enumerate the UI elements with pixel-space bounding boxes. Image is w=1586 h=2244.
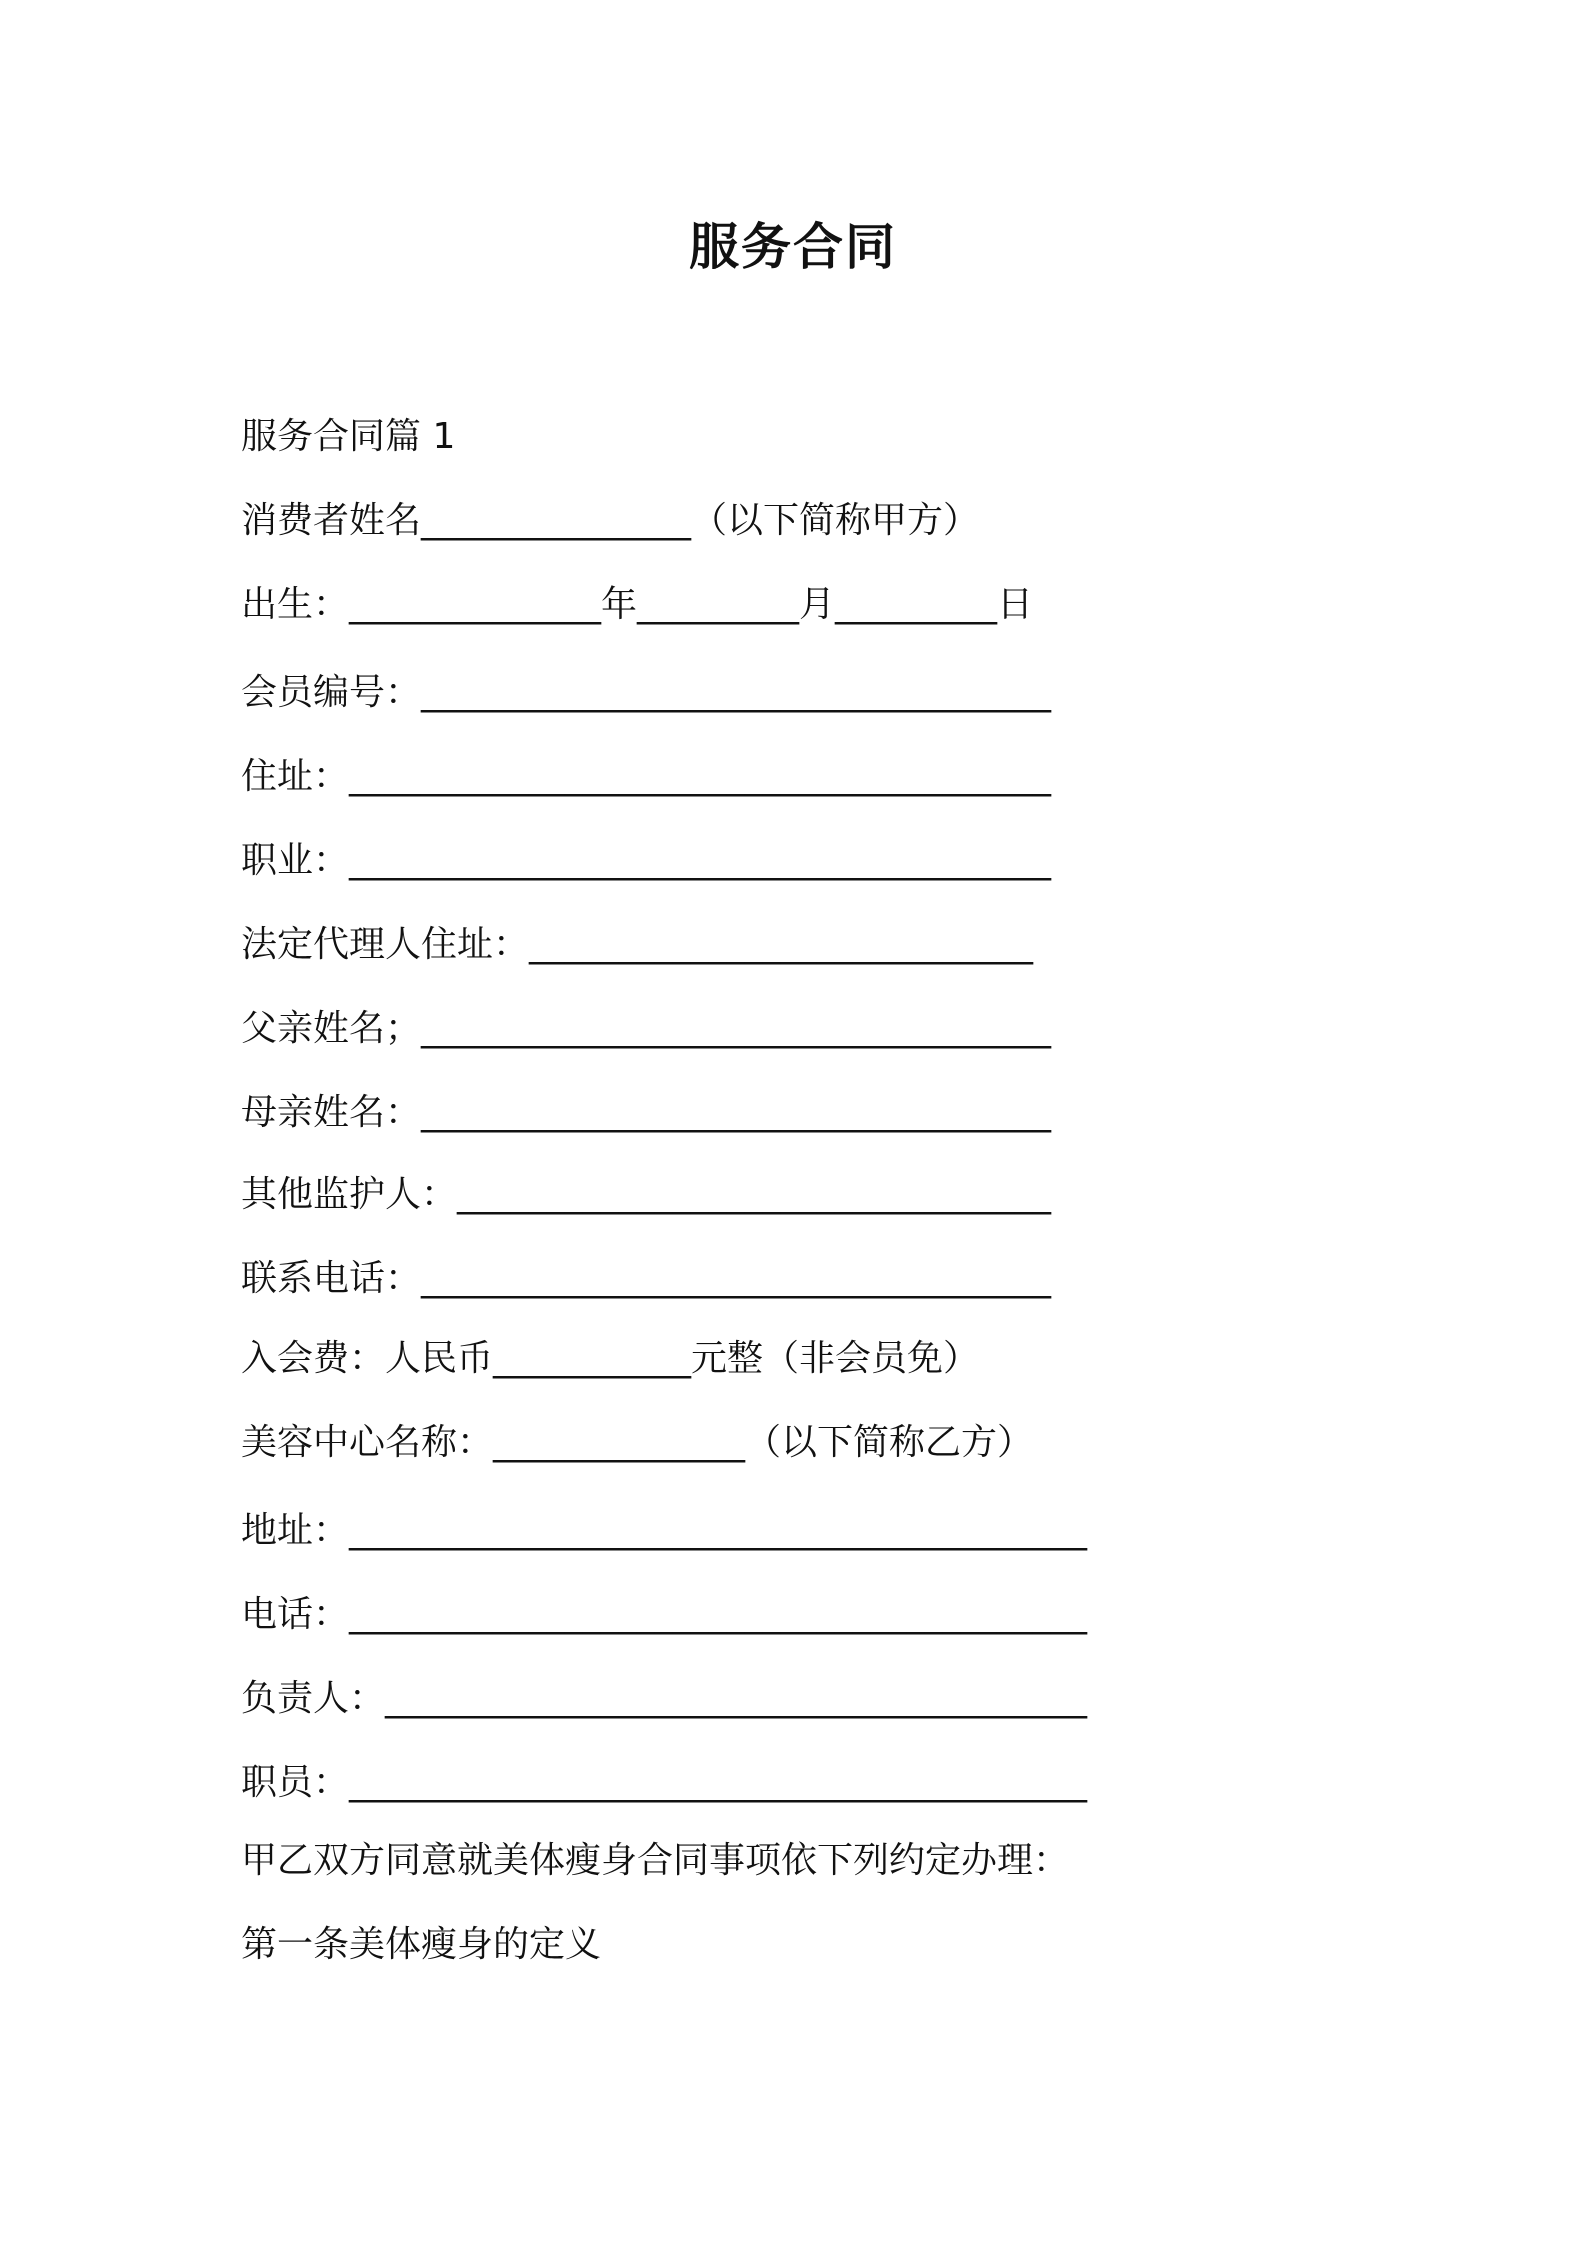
other-guardian-field: 其他监护人：_________________________________ (241, 1174, 1052, 1215)
address-field: 住址：_______________________________________ (241, 756, 1052, 797)
beauty-center-name-field: 美容中心名称：______________（以下简称乙方） (241, 1422, 1034, 1463)
staff-field: 职员：_________________________________________ (241, 1762, 1088, 1803)
person-in-charge-field: 负责人：_______________________________________ (241, 1678, 1088, 1719)
agreement-intro: 甲乙双方同意就美体瘦身合同事项依下列约定办理： (241, 1840, 1070, 1881)
birth-date-field: 出生：______________年_________月_________日 (241, 584, 1034, 625)
section-heading: 服务合同篇 1 (241, 416, 456, 457)
center-phone-field: 电话：_________________________________________ (241, 1594, 1088, 1635)
article-one-heading: 第一条美体瘦身的定义 (241, 1924, 602, 1965)
membership-fee-field: 入会费：人民币___________元整（非会员免） (241, 1338, 980, 1379)
legal-representative-address-field: 法定代理人住址：____________________________ (241, 924, 1034, 965)
member-number-field: 会员编号：___________________________________ (241, 672, 1052, 713)
mother-name-field: 母亲姓名：___________________________________ (241, 1092, 1052, 1133)
center-address-field: 地址：_________________________________________ (241, 1510, 1088, 1551)
contact-phone-field: 联系电话：___________________________________ (241, 1258, 1052, 1299)
document-title: 服务合同 (689, 218, 897, 276)
father-name-field: 父亲姓名；___________________________________ (241, 1008, 1052, 1049)
consumer-name-field: 消费者姓名_______________（以下简称甲方） (241, 500, 980, 541)
occupation-field: 职业：_______________________________________ (241, 840, 1052, 881)
